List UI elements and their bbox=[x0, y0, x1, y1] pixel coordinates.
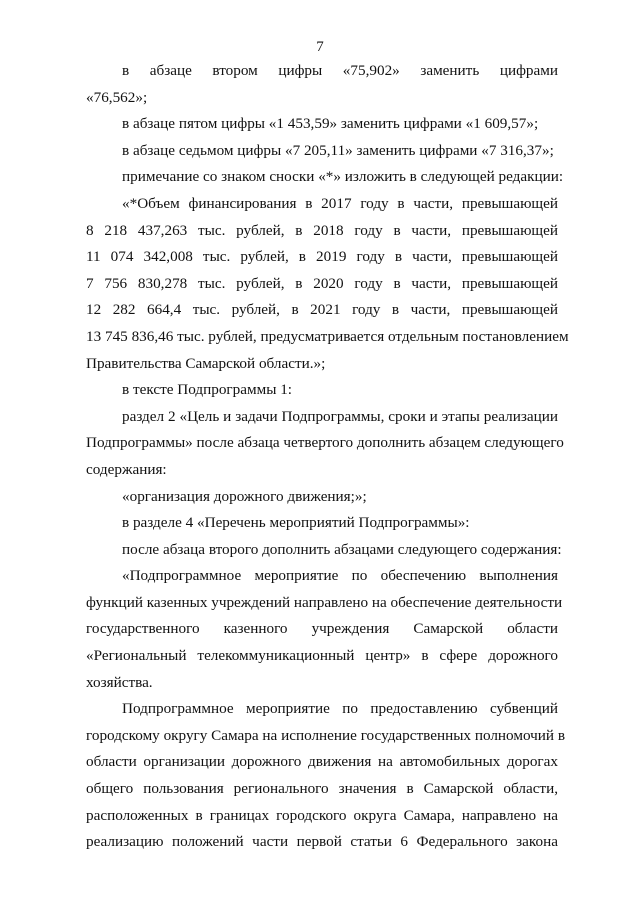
text-line: 11 074 342,008 тыс. рублей, в 2019 году в части, превышающей bbox=[86, 248, 558, 266]
page-number: 7 bbox=[316, 39, 324, 55]
document-body bbox=[86, 58, 569, 856]
text-line: «Региональный телекоммуникационный центр» в сфере дорожного bbox=[86, 647, 558, 665]
text-line: 7 756 830,278 тыс. рублей, в 2020 году в части, превышающей bbox=[86, 274, 558, 292]
text-line: городскому округу Самара на исполнение государственных полномочий в bbox=[86, 726, 566, 744]
text-line: содержания: bbox=[86, 460, 167, 478]
text-line: «Подпрограммное мероприятие по обеспечению выполнения bbox=[122, 567, 558, 585]
text-line: государственного казенного учреждения Самарской области bbox=[86, 620, 558, 638]
text-line: в разделе 4 «Перечень мероприятий Подпрограммы»: bbox=[122, 514, 470, 532]
text-line: в тексте Подпрограммы 1: bbox=[122, 381, 293, 399]
text-line: в абзаце пятом цифры «1 453,59» заменить цифрами «1 609,57»; bbox=[122, 115, 539, 133]
text-line: Подпрограммное мероприятие по предоставлению субвенций bbox=[122, 700, 558, 718]
text-line: 12 282 664,4 тыс. рублей, в 2021 году в части, превышающей bbox=[86, 301, 558, 319]
text-line: в абзаце седьмом цифры «7 205,11» заменить цифрами «7 316,37»; bbox=[122, 141, 554, 159]
text-line: общего пользования регионального значения в Самарской области, bbox=[86, 780, 558, 798]
text-line: «организация дорожного движения;»; bbox=[122, 487, 367, 505]
text-line: области организации дорожного движения на автомобильных дорогах bbox=[86, 753, 558, 771]
text-line: примечание со знаком сноски «*» изложить в следующей редакции: bbox=[122, 168, 564, 186]
text-line: «*Объем финансирования в 2017 году в части, превышающей bbox=[122, 194, 558, 212]
text-line: реализацию положений части первой статьи 6 Федерального закона bbox=[86, 833, 558, 851]
text-line: 13 745 836,46 тыс. рублей, предусматривается отдельным постановлением bbox=[86, 327, 569, 345]
text-line: Правительства Самарской области.»; bbox=[86, 354, 326, 372]
text-line: в абзаце втором цифры «75,902» заменить цифрами bbox=[122, 62, 558, 79]
text-line: функций казенных учреждений направлено на обеспечение деятельности bbox=[86, 593, 563, 611]
text-line: «76,562»; bbox=[86, 88, 148, 106]
text-line: после абзаца второго дополнить абзацами следующего содержания: bbox=[122, 540, 562, 558]
text-line: расположенных в границах городского округа Самара, направлено на bbox=[86, 806, 558, 824]
text-line: Подпрограммы» после абзаца четвертого дополнить абзацем следующего bbox=[86, 434, 564, 452]
text-line: хозяйства. bbox=[86, 673, 153, 691]
text-line: 8 218 437,263 тыс. рублей, в 2018 году в части, превышающей bbox=[86, 221, 558, 239]
text-line: раздел 2 «Цель и задачи Подпрограммы, сроки и этапы реализации bbox=[122, 407, 558, 425]
